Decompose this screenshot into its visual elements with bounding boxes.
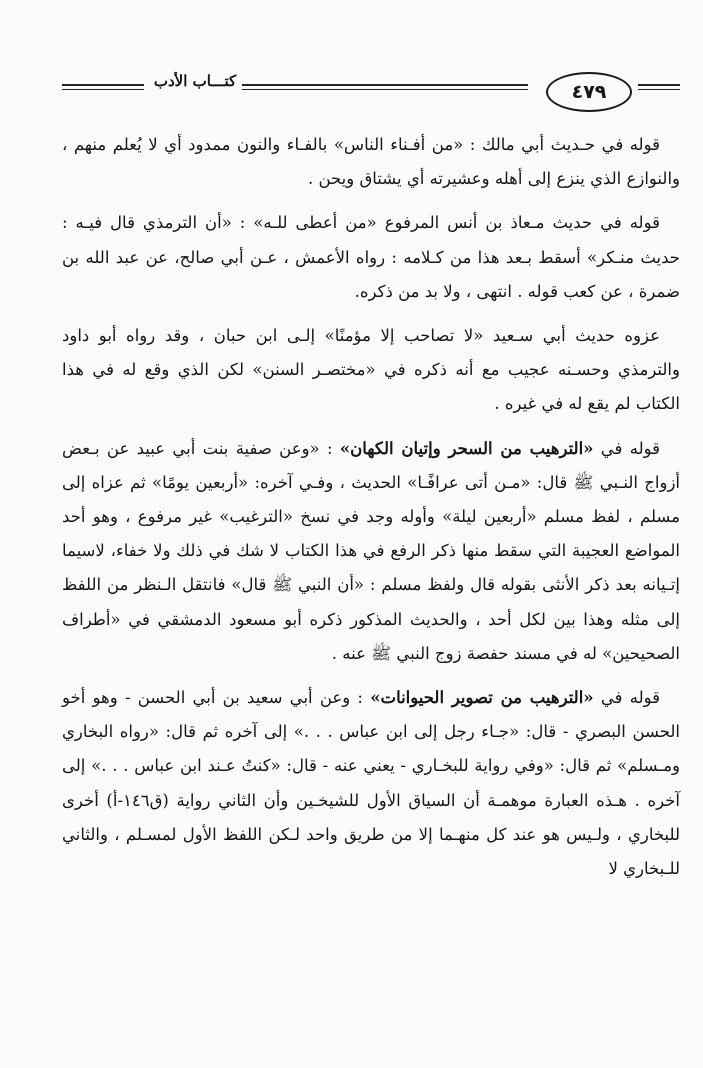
paragraph-muadh (62, 206, 680, 309)
paragraph-sorcery (62, 432, 680, 671)
header-rule-middle (242, 84, 528, 90)
paragraph-text: : وعن أبي سعيد بن أبي الحسن - وهو أخو الحسن البصري - قال: «جـاء رجل إلى ابن عباس . . .» إلى آخره ثم قال: «رواه البخاري ومـسلم» ثم قال: «وفي رواية للبخـاري - يعني عنه - قال: «كنتُ عـند ابن عباس . . .» إلى آخره . هـذه العبارة موهمـة أن السياق الأول للشيخـين وأن الثاني رواية (ق١٤٦-أ) أخرى للبخاري ، ولـيس هو عند كل منهـما إلا من طريق واحد لـكن اللفظ الأول لمسـلم ، والثاني للـبخاري لا (62, 688, 680, 879)
paragraph-lead: قوله في (600, 688, 661, 708)
section-title-sorcery: «الترهيب من السحر وإتيان الكهان» (339, 438, 594, 458)
paragraph-images (62, 681, 680, 886)
paragraph-lead: قوله في (600, 438, 661, 458)
paragraph-text: عزوه حديث أبي سـعيد «لا تصاحب إلا مؤمنًا» إلـى ابن حبان ، وقد رواه أبو داود والترمذي وحسـنه عجيب مع أنه ذكره في «مختصـر السنن» لكن الذي وقع له في هذا الكتاب لم يقع له في غيره . (62, 326, 680, 414)
page-number: ٤٧٩ (546, 72, 632, 112)
running-title: كتـــاب الأدب (153, 72, 237, 90)
page-body (62, 128, 680, 896)
paragraph-abu-malik (62, 128, 680, 196)
section-title-images: «الترهيب من تصوير الحيوانات» (370, 688, 594, 708)
paragraph-text: قوله في حديث مـعاذ بن أنس المرفوع «من أعطى للـه» : «أن الترمذي قال فيـه : حديث منـكر» أسقط بـعد هذا من كـلامه : رواه الأعمش ، عـن أبي صالح، عن عبد الله بن ضمرة ، عن كعب قوله . انتهى ، ولا بد من ذكره. (62, 213, 680, 301)
paragraph-abu-said (62, 319, 680, 422)
header-rule-right (638, 84, 680, 90)
header-rule-left (62, 84, 144, 90)
page-header (62, 70, 680, 120)
paragraph-text: قوله في حـديث أبي مالك : «من أفـناء الناس» بالفـاء والنون ممدود أي لا يُعلم منهم ، والنوازع الذي ينزع إلى أهله وعشيرته أي يشتاق ويحن . (62, 135, 680, 189)
paragraph-text: : «وعن صفية بنت أبي عبيد عن بـعض أزواج النـبي ﷺ قال: «مـن أتى عرافًـا» الحديث ، وفـي آخره: «أربعين يومًا» ثم عزاه إلى مسلم ، لفظ مسلم «أربعين ليلة» وأوله وجد في نسخ «الترغيب» غير مرفوع ، وهو أحد المواضع العجيبة التي سقط منها ذكر الرفع في هذا الكتاب لا شك في ذلك ولا خفاء، لاسيما إتـيانه بعد ذكر الأنثى بقوله قال ولفظ مسلم : «أن النبي ﷺ قال» فانتقل الـنظر من اللفظ إلى مثله وهذا بين لكل أحد ، والحديث المذكور ذكره أبو مسعود الدمشقي في «أطراف الصحيحين» له في مسند حفصة زوج النبي ﷺ عنه . (62, 438, 680, 663)
